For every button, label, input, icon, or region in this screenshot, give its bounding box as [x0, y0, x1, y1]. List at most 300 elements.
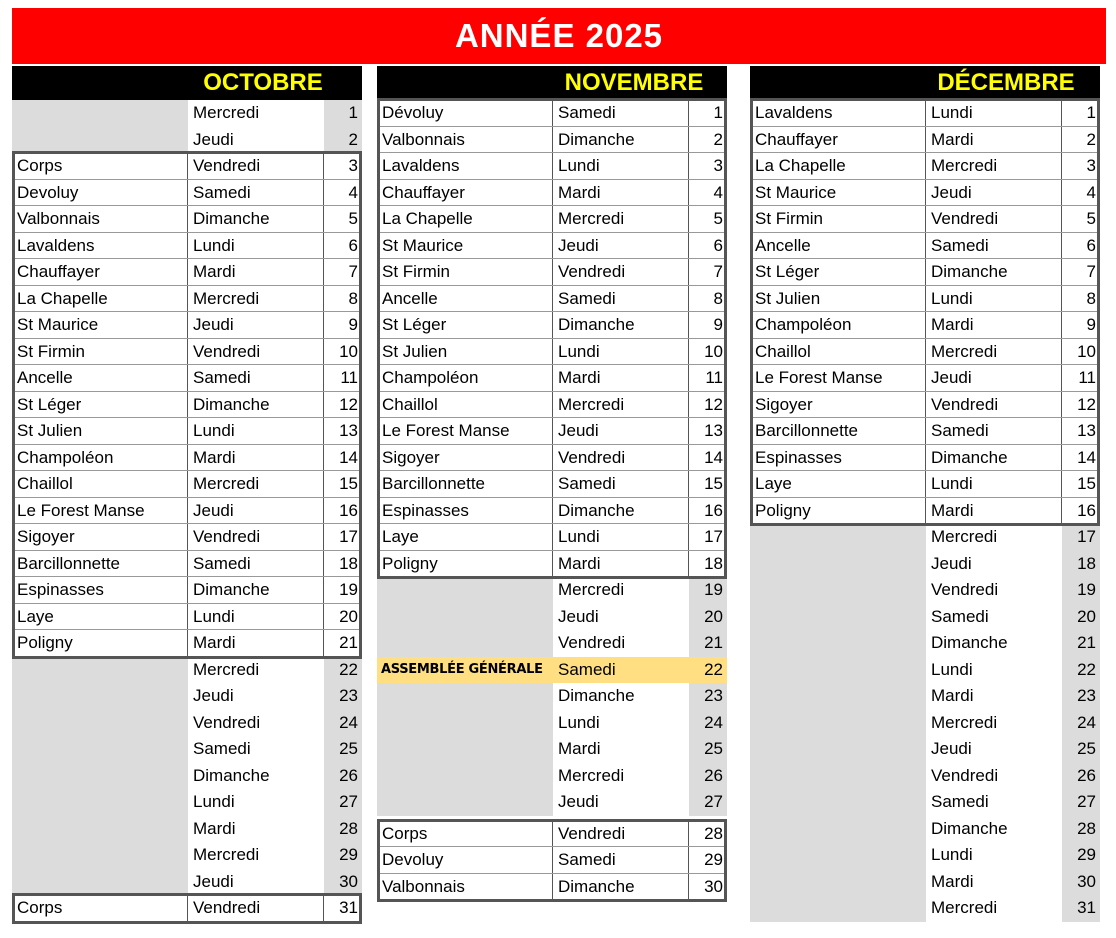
day-row [750, 577, 1100, 604]
place-cell: Barcillonnette [377, 471, 553, 497]
day-row [377, 551, 727, 578]
place-cell: Espinasses [377, 498, 553, 524]
day-row [12, 710, 362, 737]
weekday-cell: Mardi [926, 312, 1062, 338]
day-row [750, 816, 1100, 843]
date-cell: 13 [704, 421, 723, 440]
place-cell [377, 683, 553, 710]
weekday-cell: Mercredi [553, 577, 689, 604]
day-row [12, 816, 362, 843]
day-row [377, 418, 727, 445]
place-cell: St Léger [12, 392, 188, 418]
date-cell: 31 [339, 898, 358, 917]
date-cell: 29 [704, 850, 723, 869]
day-row [12, 683, 362, 710]
place-cell: St Julien [750, 286, 926, 312]
weekday-cell: Samedi [188, 736, 324, 763]
weekday-cell: Dimanche [188, 206, 324, 232]
date-cell: 28 [704, 823, 723, 843]
place-cell [750, 789, 926, 816]
date-cell: 25 [1062, 736, 1100, 763]
day-row [12, 895, 362, 922]
weekday-cell: Mardi [553, 365, 689, 391]
place-cell: La Chapelle [377, 206, 553, 232]
day-row [750, 630, 1100, 657]
date-cell: 4 [1086, 182, 1096, 202]
place-cell [12, 657, 188, 684]
date-cell: 18 [1062, 551, 1100, 578]
date-cell: 12 [704, 394, 723, 414]
weekday-cell: Mercredi [926, 153, 1062, 179]
month-november [377, 66, 727, 938]
day-row [377, 657, 727, 684]
weekday-cell: Vendredi [926, 206, 1062, 232]
day-row [377, 206, 727, 233]
date-cell: 12 [1077, 394, 1096, 414]
day-row [750, 418, 1100, 445]
place-cell [12, 763, 188, 790]
place-cell: Ancelle [12, 365, 188, 391]
date-cell: 24 [1062, 710, 1100, 737]
date-cell: 8 [1086, 288, 1096, 308]
date-cell: 16 [1077, 500, 1096, 520]
weekday-cell: Jeudi [553, 604, 689, 631]
day-row [12, 498, 362, 525]
day-row [377, 847, 727, 874]
day-row [12, 604, 362, 631]
weekday-cell: Lundi [553, 710, 689, 737]
place-cell: Devoluy [377, 847, 553, 873]
day-row [750, 895, 1100, 922]
day-row [750, 551, 1100, 578]
date-cell: 11 [1078, 368, 1096, 387]
place-cell: St Maurice [750, 180, 926, 206]
weekday-cell: Dimanche [926, 259, 1062, 285]
place-cell: Le Forest Manse [377, 418, 553, 444]
day-row [12, 445, 362, 472]
date-cell: 20 [689, 604, 727, 631]
day-row [12, 657, 362, 684]
date-cell: 15 [1077, 474, 1096, 493]
date-cell: 4 [713, 182, 723, 202]
place-cell [377, 710, 553, 737]
date-cell: 20 [339, 606, 358, 626]
date-cell: 18 [339, 553, 358, 573]
day-row [750, 233, 1100, 260]
weekday-cell: Samedi [553, 657, 689, 684]
date-cell: 2 [713, 129, 723, 149]
weekday-cell: Jeudi [926, 551, 1062, 578]
weekday-cell: Jeudi [553, 789, 689, 816]
date-cell: 25 [689, 736, 727, 763]
date-cell: 17 [704, 527, 723, 546]
place-cell [377, 577, 553, 604]
weekday-cell: Mardi [553, 180, 689, 206]
day-row [750, 153, 1100, 180]
date-cell: 6 [348, 235, 358, 255]
weekday-cell: Mardi [926, 869, 1062, 896]
date-cell: 10 [1077, 341, 1096, 361]
month-name: NOVEMBRE [564, 69, 704, 96]
weekday-cell: Mercredi [926, 524, 1062, 551]
day-row [377, 821, 727, 848]
date-cell: 9 [713, 315, 723, 334]
place-cell: St Maurice [377, 233, 553, 259]
date-cell: 29 [1062, 842, 1100, 869]
weekday-cell: Mardi [553, 551, 689, 577]
month-name: DÉCEMBRE [937, 69, 1075, 96]
day-row [12, 100, 362, 127]
place-cell [12, 100, 188, 127]
weekday-cell: Dimanche [553, 312, 689, 338]
weekday-cell: Vendredi [926, 392, 1062, 418]
weekday-cell: Samedi [926, 789, 1062, 816]
day-row [750, 789, 1100, 816]
place-cell [750, 710, 926, 737]
date-cell: 5 [713, 209, 723, 228]
weekday-cell: Jeudi [926, 365, 1062, 391]
place-cell: Ancelle [750, 233, 926, 259]
weekday-cell: Lundi [926, 100, 1062, 126]
date-cell: 22 [1062, 657, 1100, 684]
day-row [750, 763, 1100, 790]
weekday-cell: Lundi [188, 233, 324, 259]
weekday-cell: Jeudi [188, 683, 324, 710]
day-row [750, 312, 1100, 339]
weekday-cell: Dimanche [188, 763, 324, 790]
date-cell: 24 [324, 710, 362, 737]
place-cell: Poligny [12, 630, 188, 656]
place-cell [750, 869, 926, 896]
weekday-cell: Mercredi [188, 657, 324, 684]
day-row [12, 312, 362, 339]
weekday-cell: Mardi [188, 445, 324, 471]
place-cell: Laye [377, 524, 553, 550]
place-cell [750, 577, 926, 604]
weekday-cell: Jeudi [188, 869, 324, 896]
weekday-cell: Mardi [553, 736, 689, 763]
place-cell: Lavaldens [377, 153, 553, 179]
day-row [12, 630, 362, 657]
place-cell: Espinasses [12, 577, 188, 603]
day-row [377, 736, 727, 763]
event-label: ASSEMBLÉE GÉNÉRALE [377, 657, 553, 684]
date-cell: 1 [324, 100, 362, 127]
weekday-cell: Samedi [553, 286, 689, 312]
day-row [377, 392, 727, 419]
place-cell: Chauffayer [377, 180, 553, 206]
place-cell: Lavaldens [750, 100, 926, 126]
date-cell: 28 [1062, 816, 1100, 843]
weekday-cell: Vendredi [188, 524, 324, 550]
weekday-cell: Samedi [553, 100, 689, 126]
date-cell: 10 [704, 341, 723, 361]
date-cell: 6 [713, 235, 723, 255]
weekday-cell: Mercredi [188, 286, 324, 312]
day-row [750, 445, 1100, 472]
place-cell: Le Forest Manse [12, 498, 188, 524]
weekday-cell: Lundi [553, 524, 689, 550]
place-cell: Champoléon [750, 312, 926, 338]
place-cell: Sigoyer [12, 524, 188, 550]
date-cell: 23 [1062, 683, 1100, 710]
date-cell: 10 [339, 341, 358, 361]
day-row [377, 498, 727, 525]
month-header [750, 66, 1100, 100]
day-row [12, 551, 362, 578]
date-cell: 31 [1062, 895, 1100, 922]
weekday-cell: Dimanche [926, 816, 1062, 843]
day-row [750, 127, 1100, 154]
day-row [750, 869, 1100, 896]
date-cell: 3 [713, 156, 723, 175]
place-cell: Le Forest Manse [750, 365, 926, 391]
place-cell [750, 736, 926, 763]
weekday-cell: Mercredi [553, 392, 689, 418]
weekday-cell: Mardi [926, 127, 1062, 153]
date-cell: 3 [1086, 156, 1096, 175]
place-cell: St Léger [750, 259, 926, 285]
place-cell [377, 630, 553, 657]
place-cell [12, 736, 188, 763]
date-cell: 26 [324, 763, 362, 790]
weekday-cell: Vendredi [188, 339, 324, 365]
weekday-cell: Lundi [188, 604, 324, 630]
date-cell: 13 [1077, 421, 1096, 440]
place-cell: Barcillonnette [12, 551, 188, 577]
place-cell [750, 657, 926, 684]
place-cell [750, 763, 926, 790]
month-header [377, 66, 727, 100]
date-cell: 4 [348, 182, 358, 202]
weekday-cell: Samedi [553, 847, 689, 873]
day-row [12, 180, 362, 207]
day-row [750, 498, 1100, 525]
place-cell: Corps [12, 895, 188, 921]
weekday-cell: Lundi [926, 657, 1062, 684]
date-cell: 21 [339, 633, 358, 652]
date-cell: 1 [713, 103, 723, 122]
date-cell: 19 [1062, 577, 1100, 604]
place-cell: Sigoyer [377, 445, 553, 471]
weekday-cell: Jeudi [553, 233, 689, 259]
month-header [12, 66, 362, 100]
place-cell: St Léger [377, 312, 553, 338]
place-cell: Valbonnais [377, 127, 553, 153]
day-row [377, 874, 727, 901]
place-cell [750, 683, 926, 710]
place-cell: Chaillol [12, 471, 188, 497]
weekday-cell: Vendredi [553, 259, 689, 285]
place-cell [750, 524, 926, 551]
place-cell: La Chapelle [12, 286, 188, 312]
place-cell: Corps [12, 153, 188, 179]
date-cell: 27 [689, 789, 727, 816]
day-row [750, 100, 1100, 127]
place-cell [12, 869, 188, 896]
date-cell: 27 [1062, 789, 1100, 816]
day-row [750, 736, 1100, 763]
day-row [377, 180, 727, 207]
day-row [750, 180, 1100, 207]
date-cell: 19 [689, 577, 727, 604]
day-row [377, 524, 727, 551]
date-cell: 23 [689, 683, 727, 710]
day-row [12, 286, 362, 313]
date-cell: 30 [1062, 869, 1100, 896]
day-row [750, 392, 1100, 419]
day-row [12, 524, 362, 551]
place-cell: Chauffayer [12, 259, 188, 285]
weekday-cell: Jeudi [926, 736, 1062, 763]
weekday-cell: Dimanche [926, 445, 1062, 471]
date-cell: 20 [1062, 604, 1100, 631]
date-cell: 11 [705, 368, 723, 387]
date-cell: 14 [1077, 447, 1096, 467]
date-cell: 26 [1062, 763, 1100, 790]
month-december [750, 66, 1100, 938]
date-cell: 30 [704, 876, 723, 896]
place-cell [750, 630, 926, 657]
place-cell: Lavaldens [12, 233, 188, 259]
day-row [750, 683, 1100, 710]
weekday-cell: Mercredi [553, 763, 689, 790]
place-cell: Laye [750, 471, 926, 497]
place-cell [750, 842, 926, 869]
day-row [750, 365, 1100, 392]
place-cell: Chaillol [750, 339, 926, 365]
day-row [12, 127, 362, 154]
date-cell: 16 [339, 500, 358, 520]
weekday-cell: Mardi [188, 816, 324, 843]
month-name: OCTOBRE [203, 69, 323, 96]
day-row [12, 789, 362, 816]
page-title: ANNÉE 2025 [12, 8, 1106, 64]
day-row [12, 763, 362, 790]
day-row [12, 206, 362, 233]
day-row [750, 286, 1100, 313]
place-cell: St Firmin [12, 339, 188, 365]
place-cell [750, 895, 926, 922]
day-row [750, 524, 1100, 551]
weekday-cell: Mercredi [926, 339, 1062, 365]
day-row [750, 842, 1100, 869]
day-row [377, 127, 727, 154]
place-cell: Ancelle [377, 286, 553, 312]
place-cell: St Firmin [377, 259, 553, 285]
place-cell [750, 551, 926, 578]
date-cell: 18 [704, 553, 723, 573]
place-cell: Espinasses [750, 445, 926, 471]
weekday-cell: Jeudi [553, 418, 689, 444]
day-row [12, 577, 362, 604]
weekday-cell: Vendredi [926, 763, 1062, 790]
weekday-cell: Vendredi [553, 445, 689, 471]
day-row [12, 153, 362, 180]
place-cell: Corps [377, 821, 553, 847]
weekday-cell: Lundi [926, 471, 1062, 497]
place-cell: Chaillol [377, 392, 553, 418]
weekday-cell: Dimanche [553, 498, 689, 524]
date-cell: 26 [689, 763, 727, 790]
day-row [377, 259, 727, 286]
date-cell: 16 [704, 500, 723, 520]
weekday-cell: Lundi [188, 789, 324, 816]
weekday-cell: Lundi [926, 286, 1062, 312]
day-row [377, 339, 727, 366]
weekday-cell: Samedi [188, 551, 324, 577]
day-row [377, 789, 727, 816]
weekday-cell: Mercredi [188, 471, 324, 497]
place-cell [12, 683, 188, 710]
place-cell [750, 604, 926, 631]
place-cell: Dévoluy [377, 100, 553, 126]
day-row [12, 418, 362, 445]
day-row [12, 471, 362, 498]
date-cell: 14 [704, 447, 723, 467]
place-cell: Poligny [377, 551, 553, 577]
day-row [750, 259, 1100, 286]
day-row [750, 206, 1100, 233]
date-cell: 2 [1086, 129, 1096, 149]
place-cell [12, 127, 188, 154]
date-cell: 19 [339, 580, 358, 599]
day-row [377, 630, 727, 657]
place-cell [750, 816, 926, 843]
weekday-cell: Jeudi [188, 312, 324, 338]
date-cell: 24 [689, 710, 727, 737]
place-cell: Champoléon [12, 445, 188, 471]
place-cell: Barcillonnette [750, 418, 926, 444]
day-row [750, 604, 1100, 631]
place-cell [12, 710, 188, 737]
date-cell: 8 [348, 288, 358, 308]
place-cell [12, 842, 188, 869]
day-row [12, 233, 362, 260]
weekday-cell: Vendredi [553, 821, 689, 847]
weekday-cell: Jeudi [188, 498, 324, 524]
place-cell [377, 736, 553, 763]
weekday-cell: Mardi [926, 498, 1062, 524]
day-row [750, 471, 1100, 498]
day-row [377, 233, 727, 260]
date-cell: 9 [1086, 315, 1096, 334]
weekday-cell: Dimanche [553, 683, 689, 710]
place-cell [377, 763, 553, 790]
date-cell: 15 [339, 474, 358, 493]
date-cell: 27 [324, 789, 362, 816]
date-cell: 7 [1086, 262, 1096, 281]
date-cell: 1 [1086, 103, 1096, 122]
weekday-cell: Vendredi [553, 630, 689, 657]
day-row [12, 259, 362, 286]
day-row [12, 842, 362, 869]
date-cell: 7 [713, 262, 723, 281]
date-cell: 29 [324, 842, 362, 869]
date-cell: 15 [704, 474, 723, 493]
weekday-cell: Mardi [188, 259, 324, 285]
weekday-cell: Mardi [926, 683, 1062, 710]
place-cell: St Julien [377, 339, 553, 365]
date-cell: 30 [324, 869, 362, 896]
date-cell: 5 [1086, 209, 1096, 228]
day-row [12, 392, 362, 419]
weekday-cell: Mercredi [188, 100, 324, 127]
day-row [377, 604, 727, 631]
place-cell: Devoluy [12, 180, 188, 206]
place-cell: St Maurice [12, 312, 188, 338]
day-row [377, 577, 727, 604]
